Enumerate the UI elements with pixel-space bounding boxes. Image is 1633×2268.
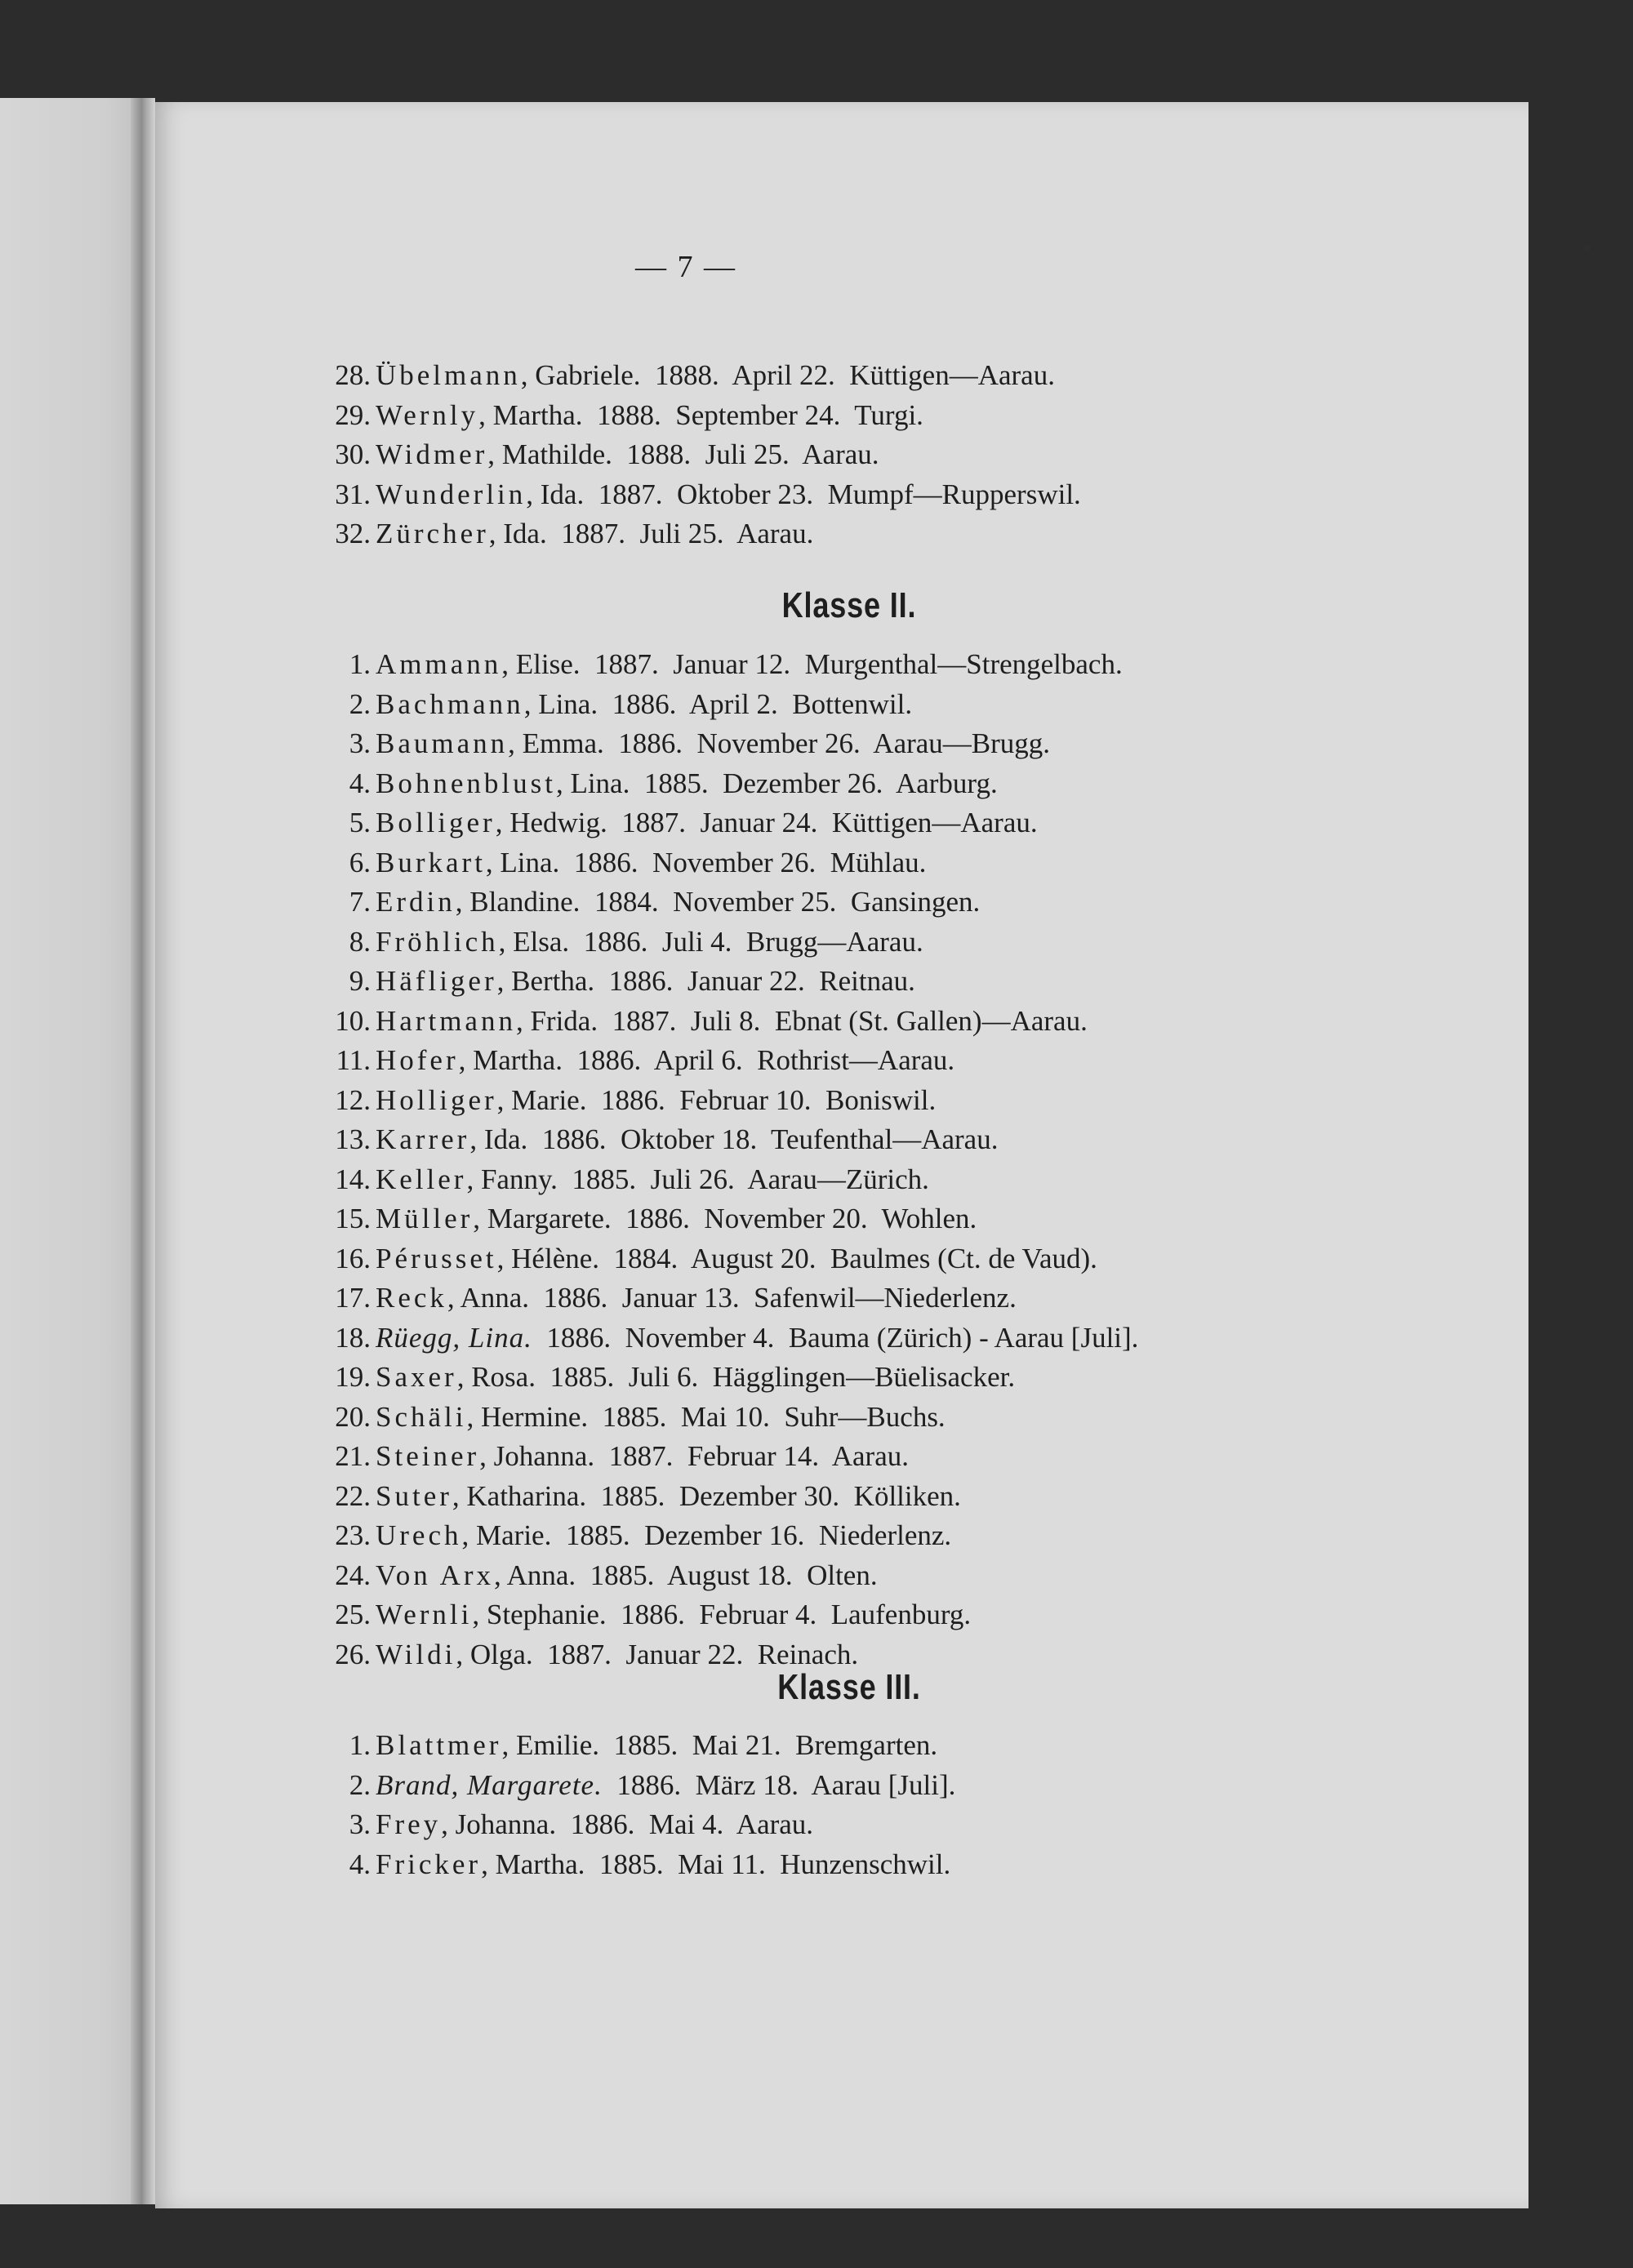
entry-details: , Katharina. 1885. Dezember 30. Kölliken. bbox=[452, 1479, 961, 1512]
entry-details: , Elise. 1887. Januar 12. Murgenthal—Strengelbach. bbox=[501, 648, 1123, 680]
entry-number: 23. bbox=[335, 1519, 371, 1551]
entry-surname: Karrer bbox=[376, 1123, 470, 1155]
list-item bbox=[155, 1594, 1528, 1635]
entry-surname: Schäli bbox=[376, 1400, 467, 1433]
entry-surname: Pérusset bbox=[376, 1242, 497, 1274]
entry-number: 12. bbox=[335, 1083, 371, 1116]
list-item bbox=[155, 1844, 1528, 1885]
entry-surname: Burkart bbox=[376, 846, 486, 878]
entry-number: 7. bbox=[349, 886, 371, 918]
entry-surname: Brand, Margarete. bbox=[376, 1768, 603, 1801]
list-item bbox=[155, 514, 1528, 554]
section-heading-klasse-3: Klasse III. bbox=[777, 1667, 921, 1707]
entry-number: 3. bbox=[349, 727, 371, 759]
entry-text bbox=[376, 1765, 955, 1806]
entry-number: 22. bbox=[335, 1479, 371, 1512]
section-heading-klasse-2: Klasse II. bbox=[781, 585, 917, 625]
entry-number: 2. bbox=[349, 1768, 371, 1801]
entry-surname: Übelmann bbox=[376, 359, 521, 391]
list-item bbox=[155, 395, 1528, 436]
list-item bbox=[155, 1239, 1528, 1279]
entry-text bbox=[376, 1239, 1097, 1279]
entry-text bbox=[376, 1278, 1017, 1319]
entry-number: 9. bbox=[349, 965, 371, 997]
entry-text bbox=[376, 843, 926, 883]
entry-details: , Emma. 1886. November 26. Aarau—Brugg. bbox=[508, 727, 1051, 759]
entry-details: , Lina. 1886. April 2. Bottenwil. bbox=[523, 687, 913, 720]
entry-text bbox=[376, 763, 998, 804]
entry-text bbox=[376, 1476, 961, 1517]
entry-surname: Von Arx bbox=[376, 1559, 495, 1591]
list-item bbox=[155, 961, 1528, 1002]
entry-text bbox=[376, 1725, 937, 1766]
list-item bbox=[155, 684, 1528, 725]
entry-surname: Fröhlich bbox=[376, 925, 499, 958]
entry-details: , Ida. 1887. Juli 25. Aarau. bbox=[488, 518, 814, 549]
entry-surname: Steiner bbox=[376, 1440, 480, 1472]
list-item bbox=[155, 355, 1528, 396]
entry-text bbox=[376, 1080, 936, 1121]
entry-surname: Bolliger bbox=[376, 807, 496, 838]
entry-number: 19. bbox=[335, 1361, 371, 1393]
entry-number: 4. bbox=[349, 767, 371, 799]
entry-text bbox=[376, 684, 912, 725]
entry-details: , Frida. 1887. Juli 8. Ebnat (St. Gallen)—Aarau. bbox=[515, 1004, 1088, 1037]
entry-number: 1. bbox=[349, 648, 371, 680]
entry-surname: Bohnenblust bbox=[376, 767, 556, 799]
entry-details: , Gabriele. 1888. April 22. Küttigen—Aarau. bbox=[520, 359, 1055, 391]
entry-number: 14. bbox=[335, 1163, 371, 1195]
list-item bbox=[155, 474, 1528, 515]
list-item bbox=[155, 843, 1528, 883]
list-item bbox=[155, 434, 1528, 475]
entry-number: 1. bbox=[349, 1729, 371, 1761]
entry-details: , Martha. 1885. Mai 11. Hunzenschwil. bbox=[481, 1848, 951, 1880]
entry-text bbox=[376, 1318, 1138, 1359]
list-item bbox=[155, 803, 1528, 843]
entry-number: 6. bbox=[349, 846, 371, 878]
entry-surname: Blattmer bbox=[376, 1729, 502, 1761]
entry-details: , Hedwig. 1887. Januar 24. Küttigen—Aarau. bbox=[495, 807, 1038, 838]
entry-text bbox=[376, 1040, 954, 1081]
entry-number: 15. bbox=[335, 1203, 371, 1234]
entry-text bbox=[376, 803, 1038, 843]
entry-number: 24. bbox=[335, 1559, 371, 1591]
entry-number: 5. bbox=[349, 807, 371, 838]
list-item bbox=[155, 1119, 1528, 1160]
list-item bbox=[155, 1765, 1528, 1806]
list-item bbox=[155, 1001, 1528, 1042]
entry-number: 21. bbox=[335, 1440, 371, 1472]
entry-text bbox=[376, 395, 923, 436]
entry-surname: Wunderlin bbox=[376, 478, 527, 510]
entry-text bbox=[376, 1634, 858, 1675]
entry-surname: Wildi bbox=[376, 1638, 456, 1670]
list-item bbox=[155, 1278, 1528, 1319]
entry-surname: Fricker bbox=[376, 1848, 482, 1880]
list-item bbox=[155, 1436, 1528, 1477]
entry-surname: Suter bbox=[376, 1479, 452, 1512]
entry-details: , Marie. 1885. Dezember 16. Niederlenz. bbox=[461, 1519, 952, 1551]
entry-text bbox=[376, 961, 915, 1002]
entry-details: , Marie. 1886. Februar 10. Boniswil. bbox=[496, 1083, 937, 1116]
entry-surname: Widmer bbox=[376, 438, 488, 470]
list-item bbox=[155, 1725, 1528, 1766]
list-item bbox=[155, 1804, 1528, 1845]
entry-surname: Hartmann bbox=[376, 1004, 516, 1037]
entry-text bbox=[376, 1198, 977, 1239]
entry-number: 31. bbox=[335, 478, 371, 510]
entry-details: , Ida. 1886. Oktober 18. Teufenthal—Aarau. bbox=[469, 1123, 999, 1155]
list-item bbox=[155, 882, 1528, 923]
entry-text bbox=[376, 1555, 878, 1596]
entry-details: , Fanny. 1885. Juli 26. Aarau—Zürich. bbox=[466, 1163, 929, 1195]
entry-text bbox=[376, 1357, 1015, 1398]
list-item bbox=[155, 1357, 1528, 1398]
entry-details: , Ida. 1887. Oktober 23. Mumpf—Rupperswil. bbox=[526, 478, 1081, 510]
entry-details: , Martha. 1886. April 6. Rothrist—Aarau. bbox=[458, 1044, 955, 1076]
entry-text bbox=[376, 355, 1055, 396]
entry-surname: Holliger bbox=[376, 1083, 497, 1116]
list-item bbox=[155, 1555, 1528, 1596]
entry-text bbox=[376, 1844, 950, 1885]
entry-text bbox=[376, 723, 1050, 764]
entry-text bbox=[376, 1804, 813, 1845]
entry-text bbox=[376, 1001, 1088, 1042]
list-item bbox=[155, 1318, 1528, 1359]
entry-text bbox=[376, 1515, 951, 1556]
entry-text bbox=[376, 1119, 998, 1160]
list-item bbox=[155, 763, 1528, 804]
entry-details: 1886. November 4. Bauma (Zürich) - Aarau [Juli]. bbox=[532, 1321, 1139, 1354]
entry-number: 4. bbox=[349, 1848, 371, 1880]
list-item bbox=[155, 644, 1528, 685]
entry-number: 30. bbox=[335, 438, 371, 470]
entry-number: 10. bbox=[335, 1004, 371, 1037]
entry-number: 25. bbox=[335, 1599, 371, 1630]
document-page bbox=[155, 102, 1528, 2208]
entry-text bbox=[376, 1397, 946, 1438]
entry-text bbox=[376, 434, 879, 475]
entry-text bbox=[376, 1594, 971, 1635]
entry-surname: Urech bbox=[376, 1519, 462, 1551]
entry-details: 1886. März 18. Aarau [Juli]. bbox=[602, 1768, 956, 1801]
entry-number: 17. bbox=[335, 1282, 371, 1314]
list-item bbox=[155, 1476, 1528, 1517]
entry-number: 13. bbox=[335, 1123, 371, 1155]
entry-details: , Margarete. 1886. November 20. Wohlen. bbox=[473, 1203, 977, 1234]
entry-details: , Martha. 1888. September 24. Turgi. bbox=[478, 398, 923, 431]
entry-details: , Lina. 1885. Dezember 26. Aarburg. bbox=[555, 767, 998, 799]
entry-surname: Ammann bbox=[376, 648, 502, 680]
entry-text bbox=[376, 514, 813, 554]
entry-number: 28. bbox=[335, 359, 371, 391]
entry-number: 8. bbox=[349, 925, 371, 958]
entry-surname: Reck bbox=[376, 1282, 447, 1314]
entry-surname: Bachmann bbox=[376, 687, 524, 720]
entry-text bbox=[376, 474, 1081, 515]
entry-surname: Rüegg, Lina. bbox=[376, 1321, 532, 1354]
entry-surname: Frey bbox=[376, 1808, 442, 1840]
entry-surname: Hofer bbox=[376, 1044, 459, 1076]
list-item bbox=[155, 1040, 1528, 1081]
speck-mark bbox=[1584, 245, 1590, 251]
entry-surname: Wernly bbox=[376, 398, 479, 431]
entry-number: 20. bbox=[335, 1400, 371, 1433]
entry-details: , Lina. 1886. November 26. Mühlau. bbox=[485, 846, 927, 878]
list-item bbox=[155, 922, 1528, 963]
entry-surname: Baumann bbox=[376, 727, 509, 759]
list-item bbox=[155, 1159, 1528, 1200]
entry-surname: Erdin bbox=[376, 886, 456, 918]
entry-details: , Hermine. 1885. Mai 10. Suhr—Buchs. bbox=[466, 1400, 946, 1433]
entry-surname: Häfliger bbox=[376, 965, 497, 997]
entry-details: , Anna. 1886. Januar 13. Safenwil—Niederlenz. bbox=[447, 1282, 1017, 1314]
entry-details: , Bertha. 1886. Januar 22. Reitnau. bbox=[496, 965, 915, 997]
list-item bbox=[155, 1397, 1528, 1438]
entry-details: , Blandine. 1884. November 25. Gansingen. bbox=[455, 886, 981, 918]
list-item bbox=[155, 1080, 1528, 1121]
entry-text bbox=[376, 882, 980, 923]
entry-number: 11. bbox=[336, 1044, 371, 1076]
entry-number: 29. bbox=[335, 398, 371, 431]
list-item bbox=[155, 1515, 1528, 1556]
list-item bbox=[155, 1198, 1528, 1239]
entry-text bbox=[376, 922, 923, 963]
entry-details: , Hélène. 1884. August 20. Baulmes (Ct. de Vaud). bbox=[496, 1242, 1097, 1274]
entry-surname: Wernli bbox=[376, 1599, 473, 1630]
list-item bbox=[155, 723, 1528, 764]
page-number: — 7 — bbox=[635, 250, 736, 284]
entry-details: , Mathilde. 1888. Juli 25. Aarau. bbox=[487, 438, 879, 470]
entry-text bbox=[376, 644, 1123, 685]
entry-details: , Olga. 1887. Januar 22. Reinach. bbox=[456, 1638, 859, 1670]
entry-details: , Stephanie. 1886. Februar 4. Laufenburg. bbox=[472, 1599, 972, 1630]
entry-number: 18. bbox=[335, 1321, 371, 1354]
entry-details: , Johanna. 1887. Februar 14. Aarau. bbox=[479, 1440, 909, 1472]
entry-surname: Keller bbox=[376, 1163, 467, 1195]
entry-details: , Rosa. 1885. Juli 6. Hägglingen—Büelisacker. bbox=[456, 1361, 1016, 1393]
entry-details: , Emilie. 1885. Mai 21. Bremgarten. bbox=[501, 1729, 938, 1761]
entry-surname: Müller bbox=[376, 1203, 474, 1234]
entry-number: 2. bbox=[349, 687, 371, 720]
entry-surname: Saxer bbox=[376, 1361, 457, 1393]
entry-number: 26. bbox=[335, 1638, 371, 1670]
entry-details: , Anna. 1885. August 18. Olten. bbox=[494, 1559, 878, 1591]
entry-surname: Zürcher bbox=[376, 518, 489, 549]
entry-number: 32. bbox=[335, 518, 371, 549]
entry-text bbox=[376, 1159, 929, 1200]
entry-text bbox=[376, 1436, 909, 1477]
entry-number: 16. bbox=[335, 1242, 371, 1274]
left-page-edge bbox=[0, 98, 151, 2204]
list-item bbox=[155, 1634, 1528, 1675]
entry-details: , Elsa. 1886. Juli 4. Brugg—Aarau. bbox=[498, 925, 923, 958]
book-gutter bbox=[131, 98, 155, 2204]
entry-number: 3. bbox=[349, 1808, 371, 1840]
entry-details: , Johanna. 1886. Mai 4. Aarau. bbox=[441, 1808, 814, 1840]
